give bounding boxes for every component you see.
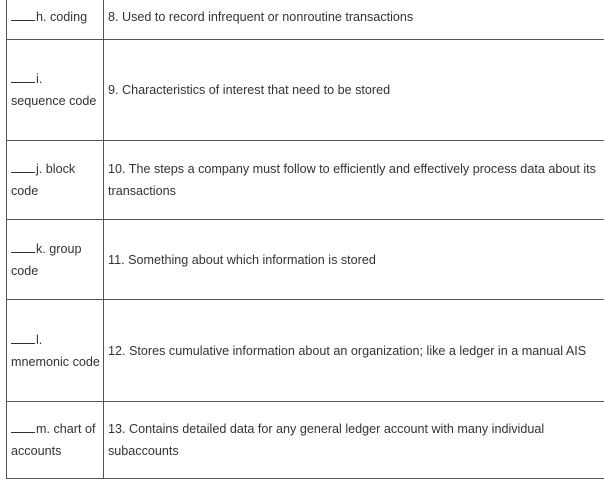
term-cell bbox=[7, 220, 104, 300]
definition-cell bbox=[104, 40, 604, 141]
definition-text: 9. Characteristics of interest that need to be stored bbox=[108, 83, 391, 97]
answer-blank bbox=[11, 342, 35, 344]
definition-cell bbox=[104, 0, 604, 40]
table-row bbox=[7, 40, 604, 141]
term-label: h. coding bbox=[36, 10, 88, 24]
term-cell bbox=[7, 0, 104, 40]
definition-text: 13. Contains detailed data for any general ledger account with many individual subaccounts bbox=[108, 422, 545, 458]
term-label: l. mnemonic code bbox=[11, 332, 100, 369]
table-row bbox=[7, 300, 604, 402]
term-cell bbox=[7, 141, 104, 220]
answer-blank bbox=[11, 251, 35, 253]
term-label: i. sequence code bbox=[11, 72, 97, 108]
answer-blank bbox=[11, 171, 35, 173]
definition-cell bbox=[104, 300, 604, 402]
definition-text: 8. Used to record infrequent or nonroutine transactions bbox=[108, 10, 414, 24]
table-row bbox=[7, 0, 604, 40]
definition-text: 10. The steps a company must follow to efficiently and effectively process data about its transactions bbox=[108, 162, 596, 198]
definition-cell bbox=[104, 402, 604, 479]
table-row bbox=[7, 220, 604, 300]
matching-table bbox=[6, 0, 604, 479]
term-cell bbox=[7, 40, 104, 141]
table-row bbox=[7, 141, 604, 220]
definition-cell bbox=[104, 141, 604, 220]
answer-blank bbox=[11, 81, 35, 83]
definition-text: 12. Stores cumulative information about an organization; like a ledger in a manual AIS bbox=[108, 343, 587, 358]
term-cell bbox=[7, 300, 104, 402]
table-row bbox=[7, 402, 604, 479]
answer-blank bbox=[11, 19, 35, 21]
answer-blank bbox=[11, 431, 35, 433]
term-cell bbox=[7, 402, 104, 479]
term-label: j. block code bbox=[11, 162, 76, 198]
definition-cell bbox=[104, 220, 604, 300]
term-label: m. chart of accounts bbox=[11, 422, 96, 458]
definition-text: 11. Something about which information is stored bbox=[108, 252, 376, 267]
term-label: k. group code bbox=[11, 241, 82, 278]
